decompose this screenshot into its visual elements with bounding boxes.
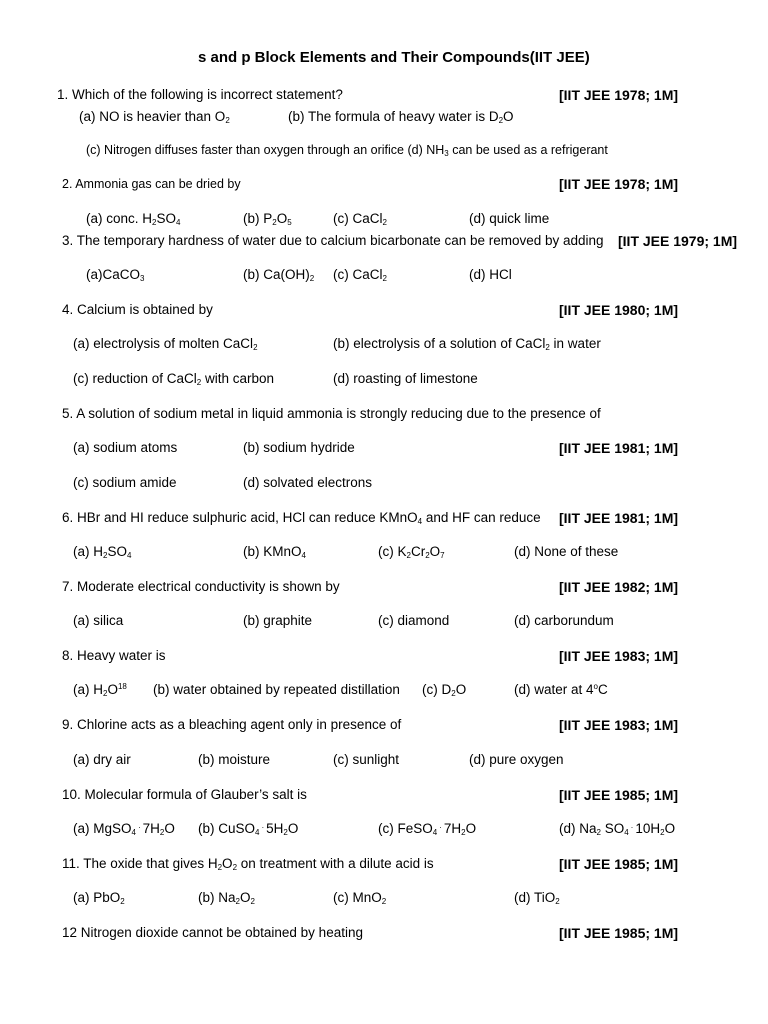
question-7-ref: [IIT JEE 1982; 1M] bbox=[559, 579, 679, 595]
q9-option-b: (b) moisture bbox=[198, 752, 271, 767]
question-8-ref: [IIT JEE 1983; 1M] bbox=[559, 648, 679, 664]
q9-option-c: (c) sunlight bbox=[333, 752, 400, 767]
q9-option-a: (a) dry air bbox=[73, 752, 131, 767]
question-6-ref: [IIT JEE 1981; 1M] bbox=[559, 510, 679, 526]
q5-option-b: (b) sodium hydride bbox=[243, 440, 355, 455]
q10-option-a: (a) MgSO$_4$ . $7H_2O$ bbox=[73, 821, 175, 837]
question-3-ref: [IIT JEE 1979; 1M] bbox=[618, 233, 738, 249]
q7-option-c: (c) diamond bbox=[378, 613, 450, 628]
q8-option-b: (b) water obtained by repeated distillation bbox=[153, 682, 400, 697]
question-5-ref: [IIT JEE 1981; 1M] bbox=[559, 440, 679, 456]
question-2-stem: 2. Ammonia gas can be dried by bbox=[62, 177, 241, 191]
question-1-ref: [IIT JEE 1978; 1M] bbox=[559, 87, 679, 103]
question-4-ref: [IIT JEE 1980; 1M] bbox=[559, 302, 679, 318]
q11-option-b: (b) $Na_2O_2$ bbox=[198, 890, 255, 906]
q2-option-c: (c) CaCl$_2$ bbox=[333, 211, 387, 227]
q2-option-a: (a) conc. $H_2SO_4$ bbox=[86, 211, 181, 227]
q4-option-b: (b) electrolysis of a solution of CaCl$_2$ in water bbox=[333, 336, 601, 352]
q5-option-c: (c) sodium amide bbox=[73, 475, 177, 490]
q4-option-c: (c) reduction of CaCl$_2$ with carbon bbox=[73, 371, 275, 387]
q8-option-c: (c) $D_2O$ bbox=[422, 682, 467, 698]
q1-option-a: (a) NO is heavier than $O_2$ bbox=[79, 109, 230, 125]
q8-option-d: (d) water at 4$^o$C bbox=[514, 682, 608, 697]
q6-option-d: (d) None of these bbox=[514, 544, 619, 559]
q7-option-a: (a) silica bbox=[73, 613, 124, 628]
q11-option-d: (d) TiO$_2$ bbox=[514, 890, 560, 906]
question-10-ref: [IIT JEE 1985; 1M] bbox=[559, 787, 679, 803]
q10-option-d: (d) $Na_2$ $SO_4$ . $10H_2O$ bbox=[559, 821, 676, 837]
question-12-ref: [IIT JEE 1985; 1M] bbox=[559, 925, 679, 941]
question-9-stem: 9. Chlorine acts as a bleaching agent only in presence of bbox=[62, 717, 402, 732]
q5-option-d: (d) solvated electrons bbox=[243, 475, 373, 490]
q6-option-c: (c) $K_2Cr_2O_7$ bbox=[378, 544, 445, 560]
q1-options-c-d: (c) Nitrogen diffuses faster than oxygen through an orifice (d) $NH_3$ can be used as a refrigerant bbox=[86, 143, 608, 158]
question-11-ref: [IIT JEE 1985; 1M] bbox=[559, 856, 679, 872]
q3-option-b: (b) $Ca(OH)_2$ bbox=[243, 267, 315, 283]
question-9-ref: [IIT JEE 1983; 1M] bbox=[559, 717, 679, 733]
q3-option-a: (a)CaCO$_3$ bbox=[86, 267, 145, 283]
q6-option-b: (b) KMnO$_4$ bbox=[243, 544, 306, 560]
question-10-stem: 10. Molecular formula of Glauber’s salt is bbox=[62, 787, 307, 802]
question-2-ref: [IIT JEE 1978; 1M] bbox=[559, 176, 679, 192]
question-11-stem: 11. The oxide that gives $H_2O_2$ on treatment with a dilute acid is bbox=[62, 856, 434, 872]
q7-option-b: (b) graphite bbox=[243, 613, 313, 628]
q1-option-b: (b) The formula of heavy water is $D_2O$ bbox=[288, 109, 514, 125]
question-5-stem: 5. A solution of sodium metal in liquid ammonia is strongly reducing due to the presence of bbox=[62, 406, 601, 421]
question-1-stem: 1. Which of the following is incorrect statement? bbox=[57, 87, 343, 102]
question-12-stem: 12 Nitrogen dioxide cannot be obtained by heating bbox=[62, 925, 363, 940]
q10-option-b: (b) CuSO$_4$ . $5H_2O$ bbox=[198, 821, 299, 837]
q6-option-a: (a) $H_2SO_4$ bbox=[73, 544, 132, 560]
question-6-stem: 6. HBr and HI reduce sulphuric acid, HCl can reduce KMnO$_4$ and HF can reduce bbox=[62, 510, 541, 526]
q10-option-c: (c) FeSO$_4$ . $7H_2O$ bbox=[378, 821, 477, 837]
q11-option-a: (a) PbO$_2$ bbox=[73, 890, 125, 906]
question-8-stem: 8. Heavy water is bbox=[62, 648, 166, 663]
question-4-stem: 4. Calcium is obtained by bbox=[62, 302, 213, 317]
q11-option-c: (c) MnO$_2$ bbox=[333, 890, 387, 906]
question-7-stem: 7. Moderate electrical conductivity is shown by bbox=[62, 579, 340, 594]
q3-option-c: (c) CaCl$_2$ bbox=[333, 267, 387, 283]
q2-option-d: (d) quick lime bbox=[469, 211, 550, 226]
q3-option-d: (d) HCl bbox=[469, 267, 512, 282]
q8-option-a: (a) $H_2O^{18}$ bbox=[73, 682, 127, 698]
q4-option-d: (d) roasting of limestone bbox=[333, 371, 478, 386]
q5-option-a: (a) sodium atoms bbox=[73, 440, 178, 455]
q7-option-d: (d) carborundum bbox=[514, 613, 614, 628]
q4-option-a: (a) electrolysis of molten CaCl$_2$ bbox=[73, 336, 258, 352]
q9-option-d: (d) pure oxygen bbox=[469, 752, 564, 767]
page-title: s and p Block Elements and Their Compounds(IIT JEE) bbox=[198, 49, 590, 66]
q2-option-b: (b) $P_2O_5$ bbox=[243, 211, 292, 227]
question-3-stem: 3. The temporary hardness of water due to calcium bicarbonate can be removed by adding bbox=[62, 233, 604, 248]
